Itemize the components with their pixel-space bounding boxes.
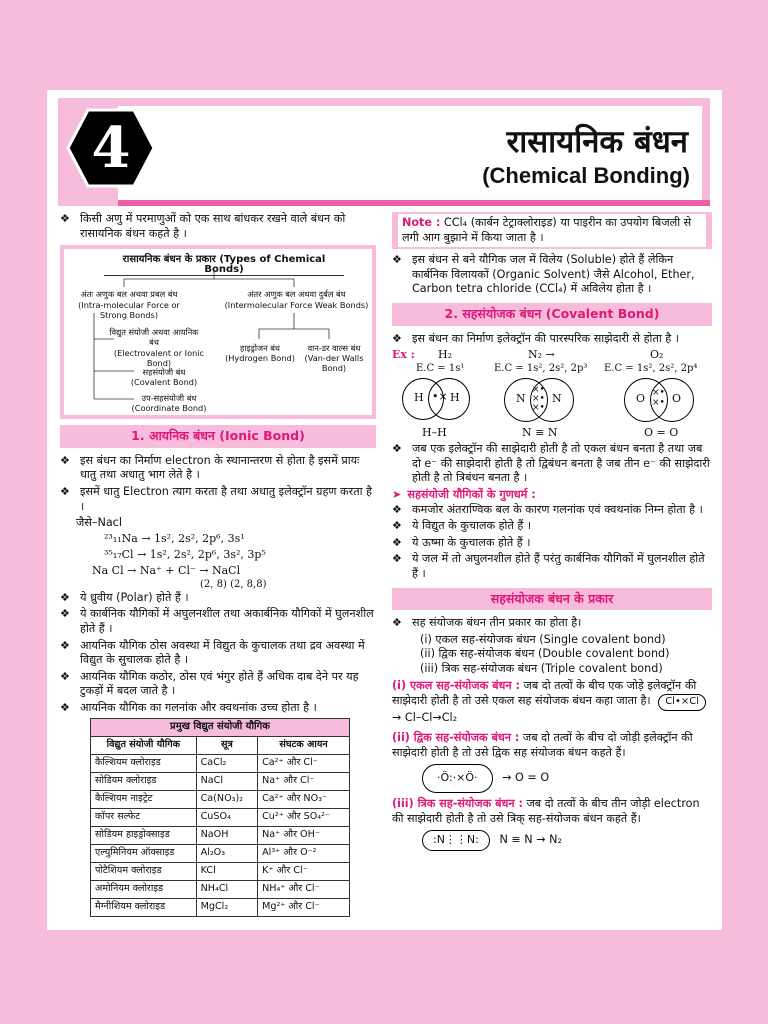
ionic-point: ❖ इसमें धातु Electron त्याग करता है तथा अधातु इलेक्ट्रॉन ग्रहण करता है । — [60, 485, 376, 514]
bond-notation: H–H — [422, 426, 447, 440]
diagram-title: रासायनिक बंधन के प्रकार (Types of Chemical Bonds) — [104, 255, 344, 276]
table-cell: सोडियम क्लोराइड — [91, 772, 197, 790]
table-row — [91, 754, 350, 772]
page-title-hindi: रासायनिक बंधन — [506, 124, 688, 160]
covalent-bond-heading: 2. सहसंयोजक बंधन (Covalent Bond) — [392, 303, 712, 326]
table-cell: Ca²⁺ और Cl⁻ — [258, 754, 350, 772]
molecule-name: H₂ — [438, 348, 453, 362]
table-cell: K⁺ और Cl⁻ — [258, 862, 350, 880]
single-bond-text: जब दो तत्वों के बीच एक जोड़े इलेक्ट्रॉन की साझेदारी होती है तो उसे एकल सह संयोजक बंधन कहा जाता है। — [392, 679, 697, 708]
note-box — [392, 212, 712, 249]
table-header: संघटक आयन — [258, 736, 350, 754]
covalent-properties-heading — [392, 488, 712, 503]
table-cell: सोडियम हाइड्रोक्साइड — [91, 826, 197, 844]
cl-configuration: ³⁵₁₇Cl → 1s², 2s², 2p⁶, 3s², 3p⁵ — [104, 547, 266, 561]
shared-electrons: ×• ×• ×• — [532, 385, 545, 414]
double-bond-text: जब दो तत्वों के बीच दो जोड़ी इलेक्ट्रॉन की साझेदारी होती है तो उसे द्विक सह संयोजक बंधन कहते हैं। — [392, 731, 693, 759]
atom-symbol: N — [552, 392, 562, 406]
table-cell: मैग्नीशियम क्लोराइड — [91, 898, 197, 916]
ionic-bond-label-en: (Electrovalent or Ionic Bond) — [113, 348, 205, 369]
table-row — [91, 844, 350, 862]
triple-bond-diagram — [392, 830, 712, 851]
covalent-properties-heading-text: सहसंयोजी यौगिकों के गुणधर्म : — [407, 487, 536, 501]
triple-bond-section — [392, 797, 712, 826]
table-cell: एल्युमिनियम ऑक्साइड — [91, 844, 197, 862]
electron-config: E.C = 1s¹ — [416, 363, 465, 375]
table-cell: NH₄Cl — [196, 880, 257, 898]
table-cell: Na⁺ और Cl⁻ — [258, 772, 350, 790]
chapter-number: 4 — [91, 115, 131, 181]
atom-symbol: O — [636, 392, 646, 406]
note-label: Note : — [402, 216, 441, 229]
triple-bond-text: जब दो तत्वों के बीच तीन जोड़ी electron की साझेदारी होती है तो उसे त्रिक् सह-संयोजक बंधन कहते हैं। — [392, 797, 700, 825]
table-caption: प्रमुख विद्युत संयोजी यौगिक — [91, 718, 350, 736]
electron-config: E.C = 1s², 2s², 2p⁴ — [604, 363, 698, 375]
table-cell: KCl — [196, 862, 257, 880]
n-n-orbital: :N⋮⋮N: — [422, 830, 490, 851]
table-row — [91, 808, 350, 826]
covalent-property: ❖ ये जल में तो अघुलनशील होते हैं परंतु कार्बनिक यौगिकों में घुलनशील होते हैं । — [392, 552, 712, 581]
covalent-type: (iii) त्रिक सह-संयोजक बंधन (Triple covalent bond) — [420, 661, 663, 675]
molecule-examples — [392, 348, 712, 442]
molecule-name: O₂ — [650, 348, 664, 362]
table-cell: Ca(NO₃)₂ — [196, 790, 257, 808]
hydrogen-bond-label: हाइड्रोजन बंध — [240, 343, 280, 354]
intro-text: ❖ किसी अणु में परमाणुओं को एक साथ बांधकर रखने वाले बंधन को रासायनिक बंधन कहते है । — [60, 212, 376, 241]
table-cell: कैल्शियम क्लोराइड — [91, 754, 197, 772]
triple-bond-label: (iii) त्रिक सह-संयोजक बंधन : — [392, 797, 523, 811]
electrovalent-compounds-table — [90, 718, 350, 917]
example-label: Ex : — [392, 348, 415, 362]
single-bond-equation: → Cl–Cl→Cl₂ — [392, 710, 458, 724]
ionic-bond-heading: 1. आयनिक बंधन (Ionic Bond) — [60, 425, 376, 448]
bond-notation: O = O — [644, 426, 679, 440]
triple-bond-equation: N ≡ N → N₂ — [499, 833, 563, 847]
table-cell: CuSO₄ — [196, 808, 257, 826]
table-row — [91, 862, 350, 880]
solubility-point: ❖ इस बंधन से बने यौगिक जल में विलेय (Soluble) होते हैं लेकिन कार्बनिक विलायकों (Organic Solvent) जैसे Alcohol, Ether, Carbon tetra chloride (CCl₄) में अविलेय होता है । — [392, 253, 712, 297]
double-bond-diagram — [392, 764, 712, 793]
ionic-property: ❖ ये कार्बनिक यौगिकों में अघुलनशील तथा अकार्बनिक यौगिकों में घुलनशील होते हैं । — [60, 607, 376, 636]
hydrogen-bond-label-en: (Hydrogen Bond) — [225, 353, 295, 364]
ionic-property: ❖ आयनिक यौगिक का गलनांक और क्वथनांक उच्च होता है । — [60, 701, 376, 716]
ionic-point: ❖ इस बंधन का निर्माण electron के स्थानान्तरण से होता है इसमें प्रायः धातु तथा अधातु भाग लेते है । — [60, 454, 376, 483]
table-header: विद्युत संयोजी यौगिक — [91, 736, 197, 754]
table-cell: अमोनियम क्लोराइड — [91, 880, 197, 898]
single-bond-label: (i) एकल सह-संयोजक बंधन : — [392, 679, 520, 693]
covalent-types-heading: सहसंयोजक बंधन के प्रकार — [392, 588, 712, 611]
nacl-ion-config: (2, 8) (2, 8,8) — [200, 578, 267, 590]
nacl-formation: Na Cl → Na⁺ + Cl⁻ → NaCl — [92, 563, 241, 577]
vdw-bond-label-en: (Van-der Walls Bond) — [304, 353, 364, 374]
covalent-property: ❖ कमजोर अंतराण्विक बल के कारण गलनांक एवं क्वथनांक निम्न होता है । — [392, 503, 712, 518]
double-bond-label: (ii) द्विक सह-संयोजक बंधन : — [392, 731, 520, 745]
vdw-bond-label: वान-डर वाल्स बंध — [307, 343, 361, 354]
covalent-property: ❖ ये ऊष्मा के कुचालक होते हैं । — [392, 536, 712, 551]
covalent-intro: ❖ इस बंधन का निर्माण इलेक्ट्रॉन की पारस्परिक साझेदारी से होता है । — [392, 332, 712, 347]
table-header: सूत्र — [196, 736, 257, 754]
coordinate-bond-label: उप-सहसंयोजी बंध — [141, 393, 197, 404]
coordinate-bond-label-en: (Coordinate Bond) — [131, 403, 207, 414]
shared-electrons: •× — [432, 390, 448, 404]
covalent-bond-label: सहसंयोजी बंध — [142, 367, 186, 378]
electron-config: E.C = 1s², 2s², 2p³ — [494, 363, 588, 375]
note-text: CCl₄ (कार्बन टेट्राक्लोराइड) या पाइरीन का उपयोग बिजली से लगी आग बुझाने में किया जाता है । — [402, 216, 692, 244]
table-cell: CaCl₂ — [196, 754, 257, 772]
table-row — [91, 880, 350, 898]
na-configuration: ²³₁₁Na → 1s², 2s², 2p⁶, 3s¹ — [104, 531, 245, 545]
header-stripe — [118, 200, 710, 206]
covalent-type: (ii) द्विक सह-संयोजक बंधन (Double covalent bond) — [420, 647, 670, 661]
table-cell: NaCl — [196, 772, 257, 790]
table-row — [91, 790, 350, 808]
table-cell: पोटैशियम क्लोराइड — [91, 862, 197, 880]
table-cell: Mg²⁺ और Cl⁻ — [258, 898, 350, 916]
intra-bond-label: अंतः अणुक बल अथवा प्रबल बंध — [80, 289, 178, 300]
table-row — [91, 826, 350, 844]
example-label: जैसे–Nacl — [76, 516, 122, 530]
table-cell: कॉपर सल्फेट — [91, 808, 197, 826]
o-o-orbital: ·Ö:·×Ö· — [422, 764, 493, 793]
table-cell: Cu²⁺ और SO₄²⁻ — [258, 808, 350, 826]
inter-bond-label: अंतर अणुक बल अथवा दुर्बल बंध — [247, 289, 346, 300]
table-cell: NaOH — [196, 826, 257, 844]
bond-notation: N ≡ N — [522, 426, 558, 440]
single-bond-section — [392, 679, 712, 725]
ionic-property: ❖ आयनिक यौगिक ठोस अवस्था में विद्युत के कुचालक तथा द्रव अवस्था में विद्युत के सुचालक होते है । — [60, 639, 376, 668]
shared-electrons: ×• ×• — [652, 388, 665, 409]
table-cell: Al³⁺ और O⁻² — [258, 844, 350, 862]
cl-cl-orbital: Cl•×Cl — [658, 694, 706, 711]
table-cell: Ca²⁺ और NO₃⁻ — [258, 790, 350, 808]
bond-types-diagram — [60, 245, 376, 419]
atom-symbol: N — [516, 392, 526, 406]
double-bond-equation: → O = O — [502, 771, 550, 785]
molecule-name: N₂ → — [528, 348, 555, 362]
covalent-bond-label-en: (Covalent Bond) — [130, 377, 198, 388]
atom-symbol: O — [672, 392, 682, 406]
table-cell: कैल्शियम नाइट्रेट — [91, 790, 197, 808]
table-cell: Al₂O₃ — [196, 844, 257, 862]
ionic-property: ❖ ये ध्रुवीय (Polar) होते हैं । — [60, 591, 376, 606]
right-column — [392, 212, 712, 851]
table-cell: Na⁺ और OH⁻ — [258, 826, 350, 844]
covalent-types-intro: ❖ सह संयोजक बंधन तीन प्रकार का होता है। — [392, 616, 712, 631]
atom-symbol: H — [414, 391, 424, 405]
covalent-property: ❖ ये विद्युत के कुचालक होते हैं । — [392, 519, 712, 534]
table-row — [91, 772, 350, 790]
table-cell: MgCl₂ — [196, 898, 257, 916]
double-bond-section — [392, 731, 712, 760]
page-title-english: (Chemical Bonding) — [482, 163, 690, 188]
atom-symbol: H — [450, 391, 460, 405]
intra-bond-label-en: (Intra-molecular Force or Strong Bonds) — [78, 300, 180, 321]
inter-bond-label-en: (Intermolecular Force Weak Bonds) — [224, 300, 369, 311]
ionic-bond-label: विद्युत संयोजी अथवा आयनिक बंध — [109, 327, 199, 348]
covalent-type: (i) एकल सह-संयोजक बंधन (Single covalent bond) — [420, 632, 666, 646]
left-column — [60, 212, 376, 917]
table-row — [91, 898, 350, 916]
sharing-point: ❖ जब एक इलेक्ट्रॉन की साझेदारी होती है तो एकल बंधन बनता है तथा जब दो e⁻ की साझेदारी होती है तो द्विबंधन बनता है जब तीन e⁻ की साझेदारी होती है तो त्रिबंधन बनता है । — [392, 442, 712, 486]
ionic-property: ❖ आयनिक यौगिक कठोर, ठोस एवं भंगुर होते हैं अधिक दाब देने पर यह टुकड़ों में बदल जाते है । — [60, 670, 376, 699]
table-cell: NH₄⁺ और Cl⁻ — [258, 880, 350, 898]
